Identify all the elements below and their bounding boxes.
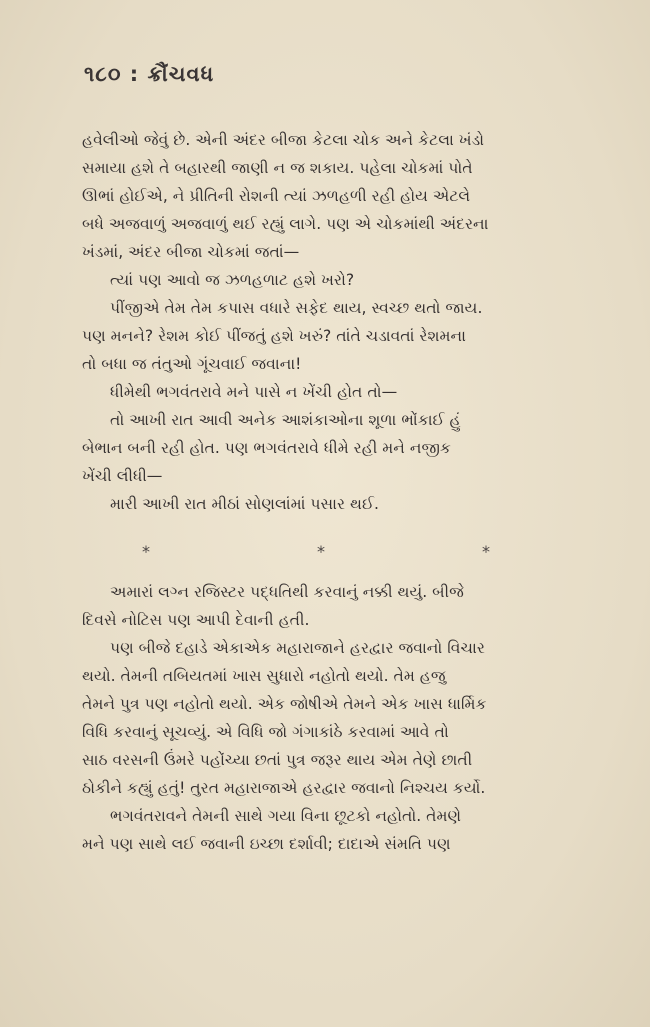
text-line: ભગવંતરાવને તેમની સાથે ગયા વિના છૂટકો નહોતો. તેમણે bbox=[110, 807, 462, 825]
page-number: ૧૮૦ bbox=[84, 62, 122, 86]
text-line: દિવસે નોટિસ પણ આપી દેવાની હતી. bbox=[82, 611, 310, 629]
text-line: તો બધા જ તંતુઓ ગૂંચવાઈ જવાના! bbox=[82, 355, 302, 373]
text-line: અમારાં લગ્ન રજિસ્ટર પદ્ધતિથી કરવાનું નક્કી થયું. બીજે bbox=[110, 583, 464, 601]
page-header bbox=[84, 62, 214, 87]
text-line: ખંડમાં, અંદર બીજા ચોકમાં જતાં— bbox=[82, 243, 300, 261]
text-line: થયો. તેમની તબિયતમાં ખાસ સુધારો નહોતો થયો. તેમ હજુ bbox=[82, 667, 446, 685]
text-line: મારી આખી રાત મીઠાં સોણલાંમાં પસાર થઈ. bbox=[110, 495, 379, 513]
text-line: પણ મનને? રેશમ કોઈ પીંજતું હશે ખરું? તાંતે ચડાવતાં રેશમના bbox=[82, 327, 466, 345]
separator-star: * bbox=[317, 542, 325, 561]
text-line: હવેલીઓ જેવું છે. એની અંદર બીજા કેટલા ચોક અને કેટલા ખંડો bbox=[82, 131, 485, 149]
text-line: પણ બીજે દહાડે એકાએક મહારાજાને હરદ્વાર જવાનો વિચાર bbox=[110, 639, 485, 657]
text-line: ઠોકીને કહ્યું હતું! તુરત મહારાજાએ હરદ્વાર જવાનો નિશ્ચય કર્યો. bbox=[82, 779, 486, 797]
text-line: સમાયા હશે તે બહારથી જાણી ન જ શકાય. પહેલા ચોકમાં પોતે bbox=[82, 159, 473, 177]
text-line: મને પણ સાથે લઈ જવાની ઇચ્છા દર્શાવી; દાદાએ સંમતિ પણ bbox=[82, 835, 451, 853]
separator-star: * bbox=[142, 542, 150, 561]
text-line: વિધિ કરવાનું સૂચવ્યું. એ વિધિ જો ગંગાકાંઠે કરવામાં આવે તો bbox=[82, 723, 449, 741]
separator-star: * bbox=[482, 542, 490, 561]
text-line: ત્યાં પણ આવો જ ઝળહળાટ હશે ખરો? bbox=[110, 271, 355, 289]
text-line: બધે અજવાળું અજવાળું થઈ રહ્યું લાગે. પણ એ ચોકમાંથી અંદરના bbox=[82, 215, 489, 233]
book-title: ક્રૌંચવધ bbox=[147, 62, 215, 86]
text-line: પીંજીએ તેમ તેમ કપાસ વધારે સફેદ થાય, સ્વચ્છ થતો જાય. bbox=[110, 299, 483, 317]
text-line: બેભાન બની રહી હોત. પણ ભગવંતરાવે ધીમે રહી મને નજીક bbox=[82, 439, 451, 457]
header-separator: : bbox=[129, 62, 140, 86]
text-line: ધીમેથી ભગવંતરાવે મને પાસે ન ખેંચી હોત તો— bbox=[110, 383, 398, 401]
text-line: તેમને પુત્ર પણ નહોતો થયો. એક જોષીએ તેમને એક ખાસ ધાર્મિક bbox=[82, 695, 487, 713]
text-line: ખેંચી લીધી— bbox=[82, 467, 163, 485]
text-line: સાઠ વરસની ઉંમરે પહોંચ્યા છતાં પુત્ર જરૂર થાય એમ તેણે છાતી bbox=[82, 751, 473, 769]
text-line: ઊભાં હોઈએ, ને પ્રીતિની રોશની ત્યાં ઝળહળી રહી હોય એટલે bbox=[82, 187, 471, 205]
text-line: તો આખી રાત આવી અનેક આશંકાઓના શૂળા ભોંકાઈ હું bbox=[110, 411, 461, 429]
